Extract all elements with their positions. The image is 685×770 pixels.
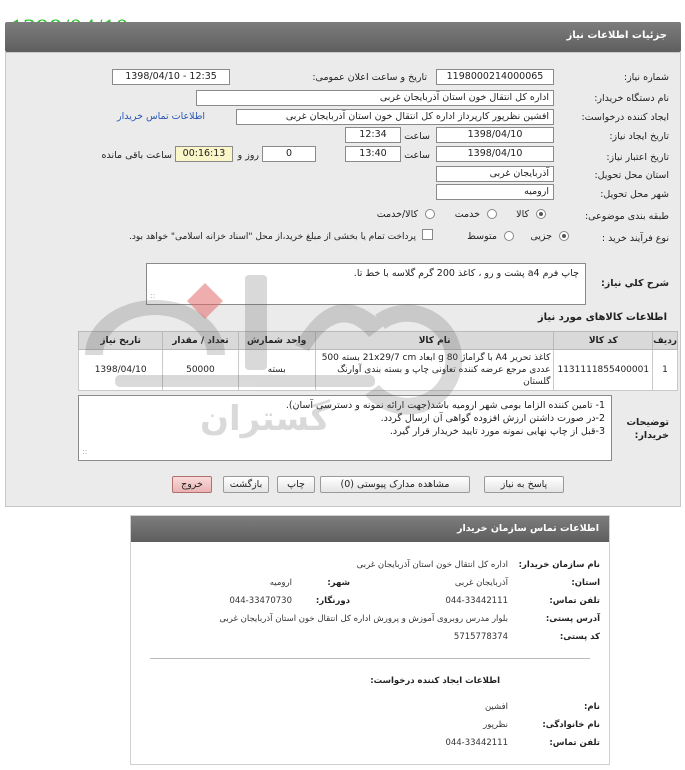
days-label: روز و: [237, 150, 259, 161]
deadline-label: تاریخ اعتبار نیاز:: [606, 152, 669, 163]
cell-row: 1: [653, 350, 678, 391]
creator-name-label: نام:: [583, 702, 600, 712]
buyer-label: نام دستگاه خریدار:: [594, 93, 669, 104]
contact-province-value: آذربایجان غربی: [454, 578, 508, 588]
contact-phone-label: تلفن تماس:: [549, 596, 600, 606]
city-label: شهر محل تحویل:: [600, 189, 669, 200]
cell-qty: 50000: [163, 350, 238, 391]
goods-table-wrapper: [78, 331, 678, 391]
remaining-label: ساعت باقی مانده: [101, 150, 172, 161]
purchase-radio-medium[interactable]: [504, 231, 514, 241]
creator-family-label: نام خانوادگی:: [542, 720, 600, 730]
description-label: شرح کلي نياز:: [600, 278, 669, 289]
col-name: نام کالا: [315, 332, 554, 350]
attachments-button[interactable]: مشاهده مدارک پیوستی (0): [320, 476, 470, 493]
col-date: تاریخ نیاز: [79, 332, 163, 350]
need-number-field: 1198000214000065: [436, 69, 554, 85]
col-row: ردیف: [653, 332, 678, 350]
resize-grip-icon: ::: [82, 447, 88, 456]
creator-phone-value: 044-33442111: [445, 738, 508, 748]
org-label: نام سازمان خریدار:: [518, 560, 600, 570]
province-label: استان محل تحویل:: [594, 170, 669, 181]
contact-city-label: شهر:: [327, 578, 350, 588]
buyer-notes-textarea: [78, 395, 612, 461]
col-qty: تعداد / مقدار: [163, 332, 238, 350]
description-textarea: [146, 263, 586, 305]
contact-city-value: ارومیه: [269, 578, 292, 588]
province-field: آذربایجان غربی: [436, 166, 554, 182]
contact-divider: [150, 658, 590, 659]
creator-field: افشین نظرپور کارپرداز اداره کل انتقال خون استان آذربایجان غربی: [236, 109, 554, 125]
col-unit: واحد شمارش: [238, 332, 315, 350]
category-option-goods: کالا: [516, 209, 529, 220]
created-time-field: 12:34: [345, 127, 401, 143]
category-radio-both[interactable]: [425, 209, 435, 219]
org-value: اداره کل انتقال خون استان آذربایجان غربی: [356, 560, 508, 570]
buyer-notes-label: توضیحات خریدار:: [626, 417, 669, 441]
purchase-option-minor: جزیی: [530, 231, 552, 242]
contact-fax-label: دورنگار:: [315, 596, 350, 606]
exit-button[interactable]: خروج: [172, 476, 212, 493]
cell-date: 1398/04/10: [79, 350, 163, 391]
cell-code: 1131111855400001: [554, 350, 653, 391]
deadline-date-field: 1398/04/10: [436, 146, 554, 162]
category-label: طبقه بندی موضوعی:: [584, 211, 669, 222]
purchase-option-medium: متوسط: [467, 231, 497, 242]
creator-name-value: افشین: [484, 702, 508, 712]
category-option-service: خدمت: [454, 209, 480, 220]
purchase-type-label: نوع فرآیند خرید :: [601, 233, 669, 244]
back-button[interactable]: بازگشت: [223, 476, 269, 493]
created-date-label: تاریخ ایجاد نیاز:: [609, 131, 669, 142]
buyer-contact-panel: [130, 515, 610, 765]
category-option-both: کالا/خدمت: [376, 209, 418, 220]
cell-name: کاغذ تحریر A4 با گراماژ 80 g ابعاد 21x29/7 cm بسته 500 عددی مرجع عرضه کننده تعاونی چاپ و بسته بندی آوارنگ گلستان: [315, 350, 554, 391]
remaining-days-field: 0: [262, 146, 316, 162]
cell-unit: بسته: [238, 350, 315, 391]
purchase-radio-minor[interactable]: [559, 231, 569, 241]
category-radio-service[interactable]: [487, 209, 497, 219]
col-code: کد کالا: [554, 332, 653, 350]
table-row: [79, 350, 678, 391]
creator-family-value: نظرپور: [483, 720, 508, 730]
resize-grip-icon: ::: [150, 291, 156, 300]
category-radio-goods[interactable]: [536, 209, 546, 219]
created-time-label: ساعت: [404, 131, 430, 142]
created-date-field: 1398/04/10: [436, 127, 554, 143]
goods-table: [78, 331, 678, 391]
buyer-contact-link[interactable]: اطلاعات تماس خریدار: [117, 111, 206, 122]
deadline-time-field: 13:40: [345, 146, 401, 162]
contact-panel-header: [131, 516, 609, 542]
contact-phone-value: 044-33442111: [445, 596, 508, 606]
contact-postal-label: کد پستی:: [559, 632, 600, 642]
note-line-3: 3-قبل از چاپ نهایی نمونه مورد تایید خریدار قرار گیرد.: [389, 426, 605, 437]
announce-field: 1398/04/10 - 12:35: [112, 69, 230, 85]
need-number-label: شماره نیاز:: [623, 72, 669, 83]
contact-address-value: بلوار مدرس روبروی آموزش و پرورش اداره کل انتقال خون استان آذربایجان غربی: [219, 614, 508, 624]
buyer-field: اداره کل انتقال خون استان آذربایجان غربی: [196, 90, 554, 106]
description-text: چاپ فرم a4 پشت و رو ، کاغذ 200 گرم گلاسه با خط تا.: [353, 268, 579, 279]
treasury-checkbox[interactable]: [422, 229, 433, 240]
contact-address-label: آدرس پستی:: [545, 614, 600, 624]
page-title: جزئیات اطلاعات نیاز: [566, 30, 667, 41]
creator-section-title: اطلاعات ایجاد کننده درخواست:: [370, 676, 500, 686]
contact-panel-title: اطلاعات تماس سازمان خریدار: [456, 523, 599, 534]
announce-label: تاریخ و ساعت اعلان عمومی:: [312, 72, 427, 83]
creator-phone-label: تلفن تماس:: [549, 738, 600, 748]
goods-section-title: اطلاعات کالاهای مورد نیاز: [537, 312, 667, 323]
contact-province-label: استان:: [571, 578, 600, 588]
reply-button[interactable]: پاسخ به نیاز: [484, 476, 564, 493]
note-line-2: 2-در صورت داشتن ارزش افزوده گواهی آن ارسال گردد.: [380, 413, 605, 424]
city-field: ارومیه: [436, 184, 554, 200]
payment-note: پرداخت تمام یا بخشی از مبلغ خرید،از محل "اسناد خزانه اسلامی" خواهد بود.: [128, 232, 416, 242]
creator-label: ایجاد کننده درخواست:: [581, 112, 669, 123]
print-button[interactable]: چاپ: [277, 476, 315, 493]
contact-postal-value: 5715778374: [453, 632, 508, 642]
contact-fax-value: 044-33470730: [229, 596, 292, 606]
page-header: [5, 22, 681, 52]
remaining-time-field: 00:16:13: [175, 146, 233, 162]
deadline-time-label: ساعت: [404, 150, 430, 161]
note-line-1: 1- تامین کننده الزاما بومی شهر ارومیه باشد(جهت ارائه نمونه و دسترسی آسان).: [285, 400, 605, 411]
watermark-text: گستران: [199, 399, 331, 439]
